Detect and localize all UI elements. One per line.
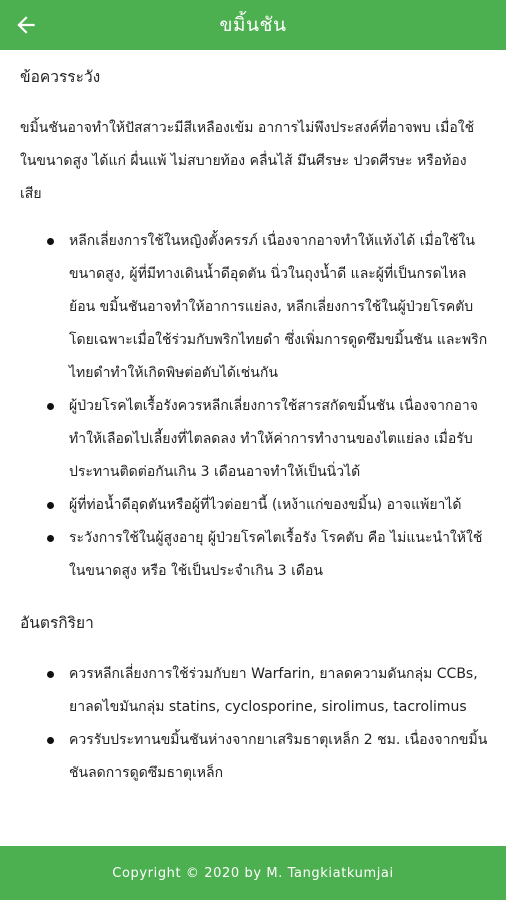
list-item-text: ระวังการใช้ในผู้สูงอายุ ผู้ป่วยโรคไตเรื้อรัง โรคตับ คือ ไม่แนะนำให้ใช้ในขนาดสูง หรือ ใช้เป็นประจำเกิน 3 เดือน bbox=[69, 530, 483, 579]
list-item-text: หลีกเลี่ยงการใช้ในหญิงตั้งครรภ์ เนื่องจากอาจทำให้แท้งได้ เมื่อใช้ในขนาดสูง, ผู้ที่มีทางเดินน้ำดีอุดตัน นิ่วในถุงน้ำดี และผู้ที่เป็นกรดไหลย้อน ขมิ้นชันอาจทำให้อาการแย่ลง, หลีกเลี่ยงการใช้ในผู้ป่วยโรคตับ โดยเฉพาะเมื่อใช้ร่วมกับพริกไทยดำ ซึ่งเพิ่มการดูดซึมขมิ้นชัน และพริกไทยดำทำให้เกิดพิษต่อตับได้เช่นกัน bbox=[69, 233, 488, 381]
list-item-text: ควรรับประทานขมิ้นชันห่างจากยาเสริมธาตุเหล็ก 2 ชม. เนื่องจากขมิ้นชันลดการดูดซึมธาตุเหล็ก bbox=[69, 732, 488, 781]
bullet-icon bbox=[47, 238, 54, 245]
app-bar bbox=[0, 0, 506, 50]
bullet-icon bbox=[47, 535, 54, 542]
precautions-heading: ข้อควรระวัง bbox=[20, 68, 101, 86]
list-item bbox=[20, 489, 488, 522]
interactions-heading: อันตรกิริยา bbox=[20, 614, 94, 632]
list-item bbox=[20, 225, 488, 390]
list-item bbox=[20, 724, 488, 790]
list-item bbox=[20, 658, 488, 724]
interactions-list bbox=[20, 658, 488, 790]
bullet-icon bbox=[47, 737, 54, 744]
precautions-list bbox=[20, 225, 488, 588]
bullet-icon bbox=[47, 502, 54, 509]
bullet-icon bbox=[47, 403, 54, 410]
list-item-text: ผู้ที่ท่อน้ำดีอุดตันหรือผู้ที่ไวต่อยานี้ (เหง้าแก่ของขมิ้น) อาจแพ้ยาได้ bbox=[69, 497, 462, 513]
footer bbox=[0, 846, 506, 900]
arrow-left-icon bbox=[13, 12, 39, 38]
list-item-text: ผู้ป่วยโรคไตเรื้อรังควรหลีกเลี่ยงการใช้สารสกัดขมิ้นชัน เนื่องจากอาจทำให้เลือดไปเลี้ยงที่ไตลดลง ทำให้ค่าการทำงานของไตแย่ลง เมื่อรับประทานติดต่อกันเกิน 3 เดือนอาจทำให้เป็นนิ่วได้ bbox=[69, 398, 478, 480]
list-item bbox=[20, 390, 488, 489]
content-scroll-area[interactable] bbox=[0, 50, 506, 846]
list-item-text: ควรหลีกเลี่ยงการใช้ร่วมกับยา Warfarin, ยาลดความดันกลุ่ม CCBs, ยาลดไขมันกลุ่ม statins, cyclosporine, sirolimus, tacrolimus bbox=[69, 666, 478, 715]
bullet-icon bbox=[47, 671, 54, 678]
page-title: ขมิ้นชัน bbox=[219, 14, 287, 36]
back-button[interactable] bbox=[6, 5, 46, 45]
precautions-intro: ขมิ้นชันอาจทำให้ปัสสาวะมีสีเหลืองเข้ม อาการไม่พึงประสงค์ที่อาจพบ เมื่อใช้ในขนาดสูง ได้แก่ ผื่นแพ้ ไม่สบายท้อง คลื่นไส้ มึนศีรษะ ปวดศีรษะ หรือท้องเสีย bbox=[20, 120, 475, 202]
copyright-text: Copyright © 2020 by M. Tangkiatkumjai bbox=[112, 865, 394, 881]
list-item bbox=[20, 522, 488, 588]
